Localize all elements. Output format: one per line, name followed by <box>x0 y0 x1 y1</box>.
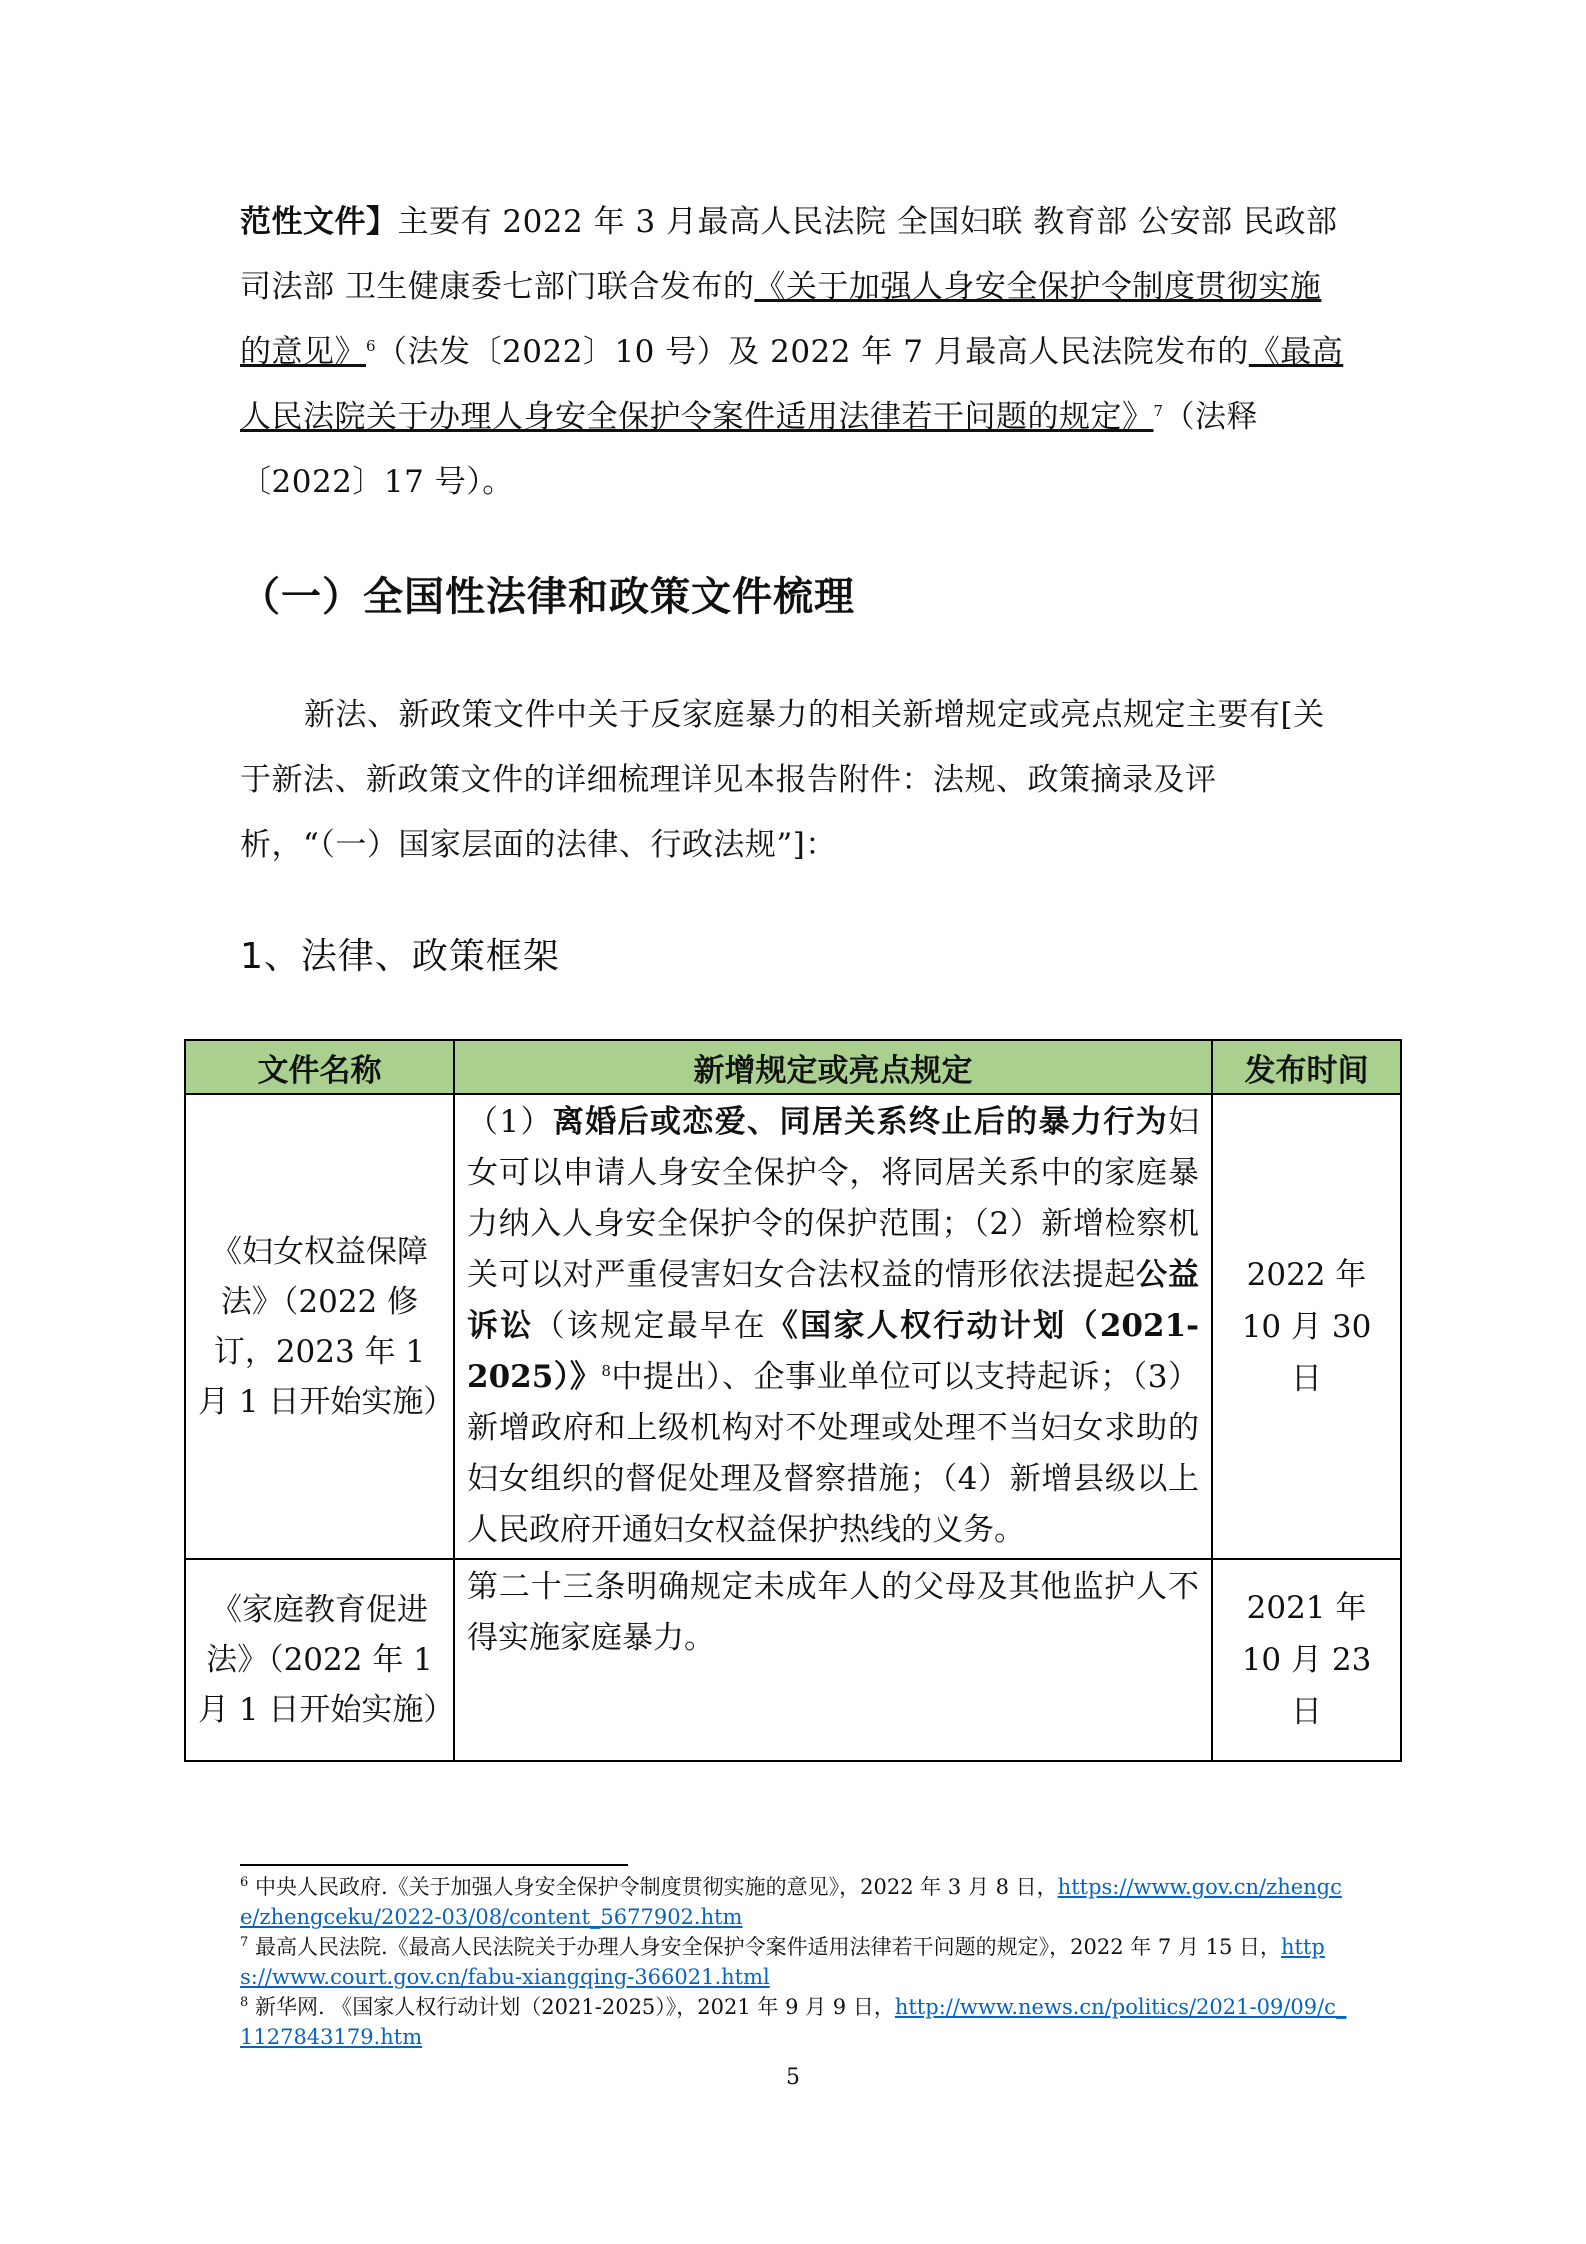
framework-table <box>184 1039 1402 1762</box>
footnote-url[interactable]: http://www.news.cn/politics/2021-09/09/c_1127843179.htm <box>240 1995 1347 2049</box>
footnote-ref-6[interactable]: 6 <box>366 337 377 355</box>
footnote-divider <box>240 1864 628 1866</box>
table-row <box>185 1094 1401 1559</box>
row1-p4: 中提出）、企事业单位可以支持起诉；（3）新增政府和上级机构对不处理或处理不当妇女求助的妇女组织的督促处理及督察措施；（4）新增县级以上人民政府开通妇女权益保护热线的义务。 <box>467 1359 1199 1548</box>
doc-link-opinion[interactable]: 《关于加强人身安全保护令制度贯彻实施的意见》 <box>240 269 1322 370</box>
row1-date: 2022 年 10 月 30 日 <box>1212 1094 1401 1559</box>
footnote-number: 7 <box>240 1935 249 1950</box>
row1-name: 《妇女权益保障法》（2022 修订，2023 年 1 月 1 日开始实施） <box>185 1094 454 1559</box>
row1-p3: （该规定最早在 <box>533 1308 767 1344</box>
row2-date: 2021 年 10 月 23 日 <box>1212 1559 1401 1761</box>
footnote-8 <box>240 1992 1352 2052</box>
table-header-date: 发布时间 <box>1212 1040 1401 1094</box>
page-number: 5 <box>786 2065 800 2090</box>
table-header-provisions: 新增规定或亮点规定 <box>454 1040 1212 1094</box>
footnote-url[interactable]: https://www.gov.cn/zhengce/zhengceku/2022-03/08/content_5677902.htm <box>240 1875 1342 1929</box>
row1-bold-1: 离婚后或恋爱、同居关系终止后的暴力行为 <box>552 1104 1168 1140</box>
row1-bold-3: 《国家人权行动计划（2021-2025）》 <box>467 1308 1200 1395</box>
footnote-ref-7[interactable]: 7 <box>1153 402 1164 420</box>
subsection-heading: 1、法律、政策框架 <box>240 936 560 977</box>
intro-paragraph <box>240 190 1352 515</box>
footnote-number: 8 <box>240 1995 249 2010</box>
footnote-url[interactable]: https://www.court.gov.cn/fabu-xiangqing-366021.html <box>240 1935 1325 1989</box>
row2-content: 第二十三条明确规定未成年人的父母及其他监护人不得实施家庭暴力。 <box>454 1559 1212 1761</box>
table-header-row <box>185 1040 1401 1094</box>
intro-text-a: 主要有 2022 年 3 月最高人民法院 全国妇联 教育部 公安部 民政部司法部 卫生健康委七部门联合发布的 <box>240 204 1338 305</box>
footnote-6 <box>240 1872 1352 1932</box>
summary-paragraph: 新法、新政策文件中关于反家庭暴力的相关新增规定或亮点规定主要有[关于新法、新政策文件的详细梳理详见本报告附件：法规、政策摘录及评析，“（一）国家层面的法律、行政法规”]： <box>240 697 1325 863</box>
footnote-number: 6 <box>240 1875 249 1890</box>
row2-name: 《家庭教育促进法》（2022 年 1 月 1 日开始实施） <box>185 1559 454 1761</box>
row1-content <box>454 1094 1212 1559</box>
footnote-text: 新华网. 《国家人权行动计划（2021-2025）》，2021 年 9 月 9 日， <box>248 1995 895 2019</box>
row1-p2: 妇女可以申请人身安全保护令，将同居关系中的家庭暴力纳入人身安全保护令的保护范围；（2）新增检察机关可以对严重侵害妇女合法权益的情形依法提起 <box>467 1104 1199 1293</box>
footnote-7 <box>240 1932 1352 1992</box>
footnote-ref-8[interactable]: 8 <box>601 1362 611 1380</box>
table-header-name: 文件名称 <box>185 1040 454 1094</box>
intro-text-b: （法发〔2022〕10 号）及 2022 年 7 月最高人民法院发布的 <box>376 334 1249 370</box>
intro-bold-lead: 范性文件】 <box>240 204 398 240</box>
table-row <box>185 1559 1401 1761</box>
intro-text-c: （法释〔2022〕17 号）。 <box>240 399 1259 500</box>
footnote-text: 中央人民政府.《关于加强人身安全保护令制度贯彻实施的意见》，2022 年 3 月 8 日， <box>248 1875 1058 1899</box>
row1-bold-2: 公益诉讼 <box>467 1257 1200 1344</box>
doc-link-provisions[interactable]: 《最高人民法院关于办理人身安全保护令案件适用法律若干问题的规定》 <box>240 334 1344 435</box>
footnote-text: 最高人民法院.《最高人民法院关于办理人身安全保护令案件适用法律若干问题的规定》，2022 年 7 月 15 日， <box>248 1935 1282 1959</box>
section-heading: （一）全国性法律和政策文件梳理 <box>240 574 855 620</box>
row1-p1: （1） <box>467 1104 553 1140</box>
